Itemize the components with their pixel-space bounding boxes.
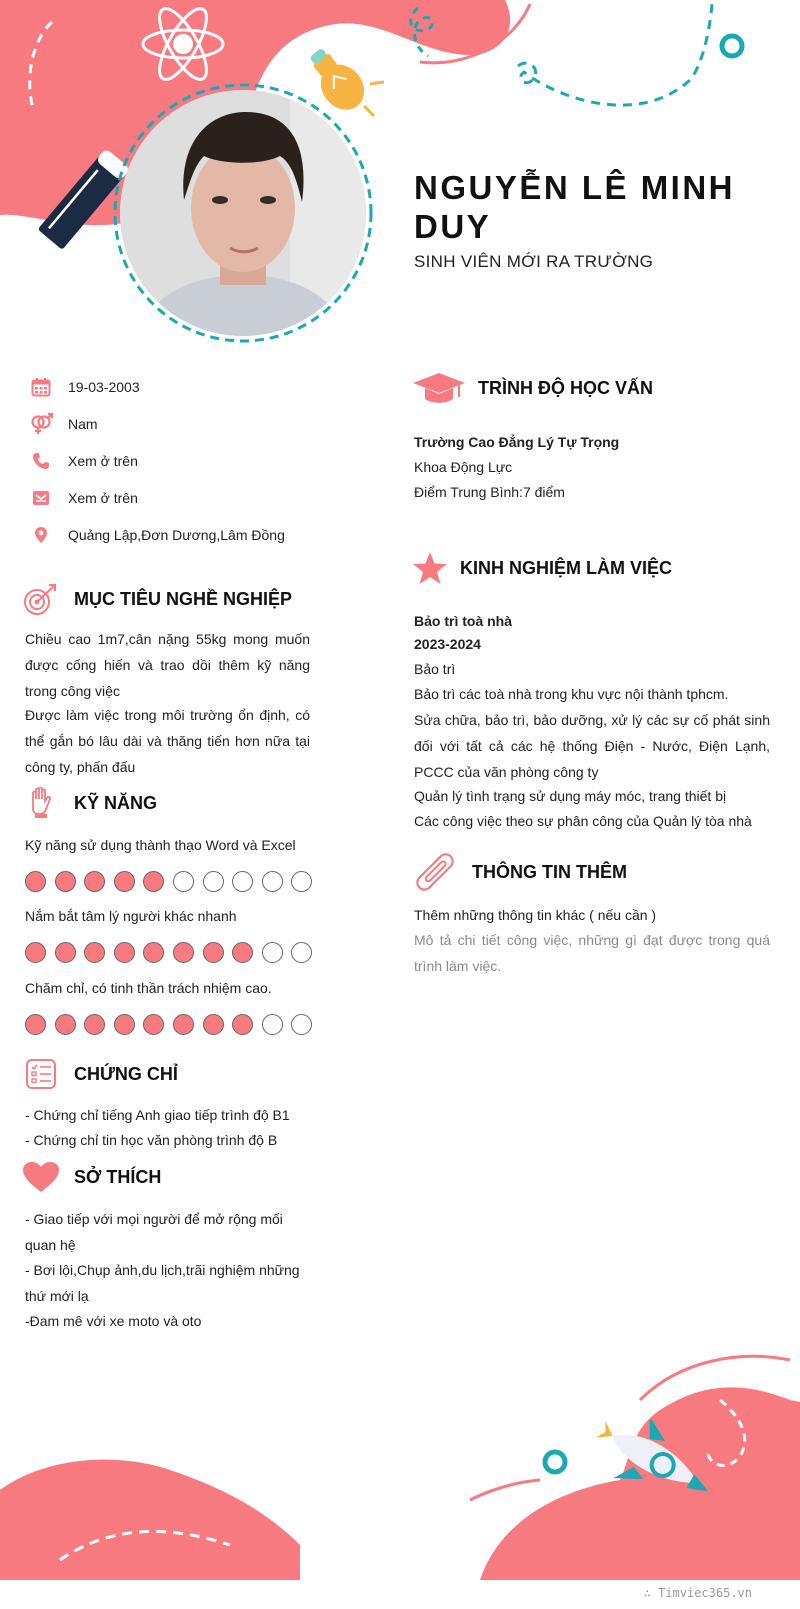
contact-gender (28, 410, 98, 438)
rating-dot-filled (84, 942, 105, 963)
birthday-value: 19-03-2003 (68, 379, 140, 395)
contact-phone (28, 447, 138, 475)
skill-rating-2 (25, 942, 321, 963)
hobby-item-3: -Đam mê với xe moto và oto (25, 1313, 202, 1329)
certificate-item-2: - Chứng chỉ tin học văn phòng trình độ B (25, 1132, 278, 1148)
calendar-icon (28, 375, 54, 399)
rating-dot-filled (232, 942, 253, 963)
graduation-cap-icon (412, 370, 466, 406)
rating-dot-filled (143, 1014, 164, 1035)
experience-desc-1: Bảo trì các toà nhà trong khu vực nội thành tphcm. (414, 686, 729, 702)
job-title: SINH VIÊN MỚI RA TRƯỜNG (414, 252, 654, 271)
rating-dot-filled (203, 942, 224, 963)
rating-dot-empty (262, 871, 283, 892)
contact-address (28, 521, 285, 549)
rating-dot-filled (84, 1014, 105, 1035)
experience-desc-4: Các công việc theo sự phân công của Quản lý tòa nhà (414, 813, 752, 829)
email-value: Xem ở trên (68, 490, 138, 506)
rating-dot-empty (262, 1014, 283, 1035)
phone-icon (28, 449, 54, 473)
rating-dot-filled (143, 942, 164, 963)
education-title: TRÌNH ĐỘ HỌC VẤN (478, 377, 653, 398)
rating-dot-empty (291, 871, 312, 892)
certificate-item-1: - Chứng chỉ tiếng Anh giao tiếp trình độ B1 (25, 1107, 290, 1123)
objective-header (22, 582, 292, 616)
rating-dot-filled (25, 1014, 46, 1035)
rating-dot-filled (55, 1014, 76, 1035)
skill-label-1: Kỹ năng sử dụng thành thạo Word và Excel (25, 837, 296, 853)
rating-dot-filled (114, 942, 135, 963)
education-faculty: Khoa Động Lực (414, 459, 513, 475)
experience-period: 2023-2024 (414, 636, 481, 652)
skill-label-3: Chăm chỉ, có tinh thần trách nhiệm cao. (25, 980, 272, 996)
experience-title: KINH NGHIỆM LÀM VIỆC (460, 557, 673, 578)
contact-birthday (28, 373, 140, 401)
checklist-icon (22, 1057, 60, 1091)
rating-dot-filled (114, 1014, 135, 1035)
gender-icon (28, 412, 54, 436)
objective-title: MỤC TIÊU NGHỀ NGHIỆP (74, 588, 293, 609)
rating-dot-filled (173, 942, 194, 963)
extra-info-title: THÔNG TIN THÊM (472, 861, 627, 882)
rating-dot-filled (114, 871, 135, 892)
star-icon (412, 550, 448, 586)
objective-text-1: Chiều cao 1m7,cân nặng 55kg mong muốn được cống hiến và trao dồi thêm kỹ năng trong công việc (25, 631, 310, 699)
gender-value: Nam (68, 416, 98, 432)
rating-dot-filled (55, 942, 76, 963)
watermark: ∴ Timviec365.vn (643, 1586, 752, 1600)
experience-position: Bảo trì (414, 661, 456, 677)
hobbies-title: SỞ THÍCH (74, 1166, 162, 1187)
extra-info-line-2: Mô tả chi tiết công việc, những gì đạt được trong quá trình làm việc. (414, 932, 770, 974)
rating-dot-filled (173, 1014, 194, 1035)
rating-dot-empty (173, 871, 194, 892)
hobby-item-1: - Giao tiếp với mọi người để mở rộng mối quan hệ (25, 1211, 283, 1253)
rating-dot-empty (291, 1014, 312, 1035)
rating-dot-filled (25, 942, 46, 963)
skills-title: KỸ NĂNG (74, 792, 158, 813)
experience-desc-2: Sửa chữa, bảo trì, bảo dưỡng, xử lý các sự cố phát sinh đối với tất cả các hệ thống Điện - Nước, Điện Lạnh, PCCC của văn phòng công ty (414, 712, 770, 780)
education-gpa: Điểm Trung Bình:7 điểm (414, 484, 565, 500)
skill-rating-1 (25, 871, 321, 892)
profile-photo (120, 90, 366, 336)
hobbies-header (22, 1160, 161, 1194)
rating-dot-filled (55, 871, 76, 892)
address-value: Quảng Lập,Đơn Dương,Lâm Đồng (68, 527, 285, 543)
extra-info-line-1: Thêm những thông tin khác ( nếu cần ) (414, 907, 657, 923)
location-pin-icon (28, 523, 54, 547)
rating-dot-filled (232, 1014, 253, 1035)
rating-dot-filled (25, 871, 46, 892)
skill-label-2: Nắm bắt tâm lý người khác nhanh (25, 908, 237, 924)
certificates-title: CHỨNG CHỈ (74, 1063, 178, 1084)
profile-photo-frame (112, 82, 374, 344)
rating-dot-filled (84, 871, 105, 892)
education-school: Trường Cao Đẳng Lý Tự Trọng (414, 434, 620, 450)
rating-dot-filled (143, 871, 164, 892)
skill-rating-3 (25, 1014, 321, 1035)
certificates-header (22, 1057, 178, 1091)
target-icon (22, 582, 60, 616)
rocket-icon (580, 1420, 720, 1530)
education-header (412, 370, 653, 406)
rating-dot-empty (291, 942, 312, 963)
experience-desc-3: Quản lý tình trạng sử dụng máy móc, trang thiết bị (414, 788, 727, 804)
heart-icon (22, 1160, 60, 1194)
rating-dot-empty (232, 871, 253, 892)
extra-info-header (412, 850, 627, 894)
rating-dot-filled (203, 1014, 224, 1035)
experience-company: Bảo trì toà nhà (414, 613, 513, 629)
skills-header (22, 786, 157, 820)
objective-text-2: Được làm việc trong môi trường ổn định, có thể gắn bó lâu dài và thăng tiến hơn nữa tại công ty, phấn đấu (25, 707, 310, 775)
paperclip-icon (412, 850, 458, 894)
rating-dot-empty (203, 871, 224, 892)
full-name: NGUYỄN LÊ MINH DUY (414, 169, 736, 245)
atom-icon (140, 4, 226, 84)
rating-dot-empty (262, 942, 283, 963)
hand-icon (22, 786, 60, 820)
email-icon (28, 486, 54, 510)
experience-header (412, 550, 672, 586)
contact-email (28, 484, 138, 512)
phone-value: Xem ở trên (68, 453, 138, 469)
hobby-item-2: - Bơi lội,Chụp ảnh,du lịch,trãi nghiệm những thứ mới lạ (25, 1262, 300, 1304)
